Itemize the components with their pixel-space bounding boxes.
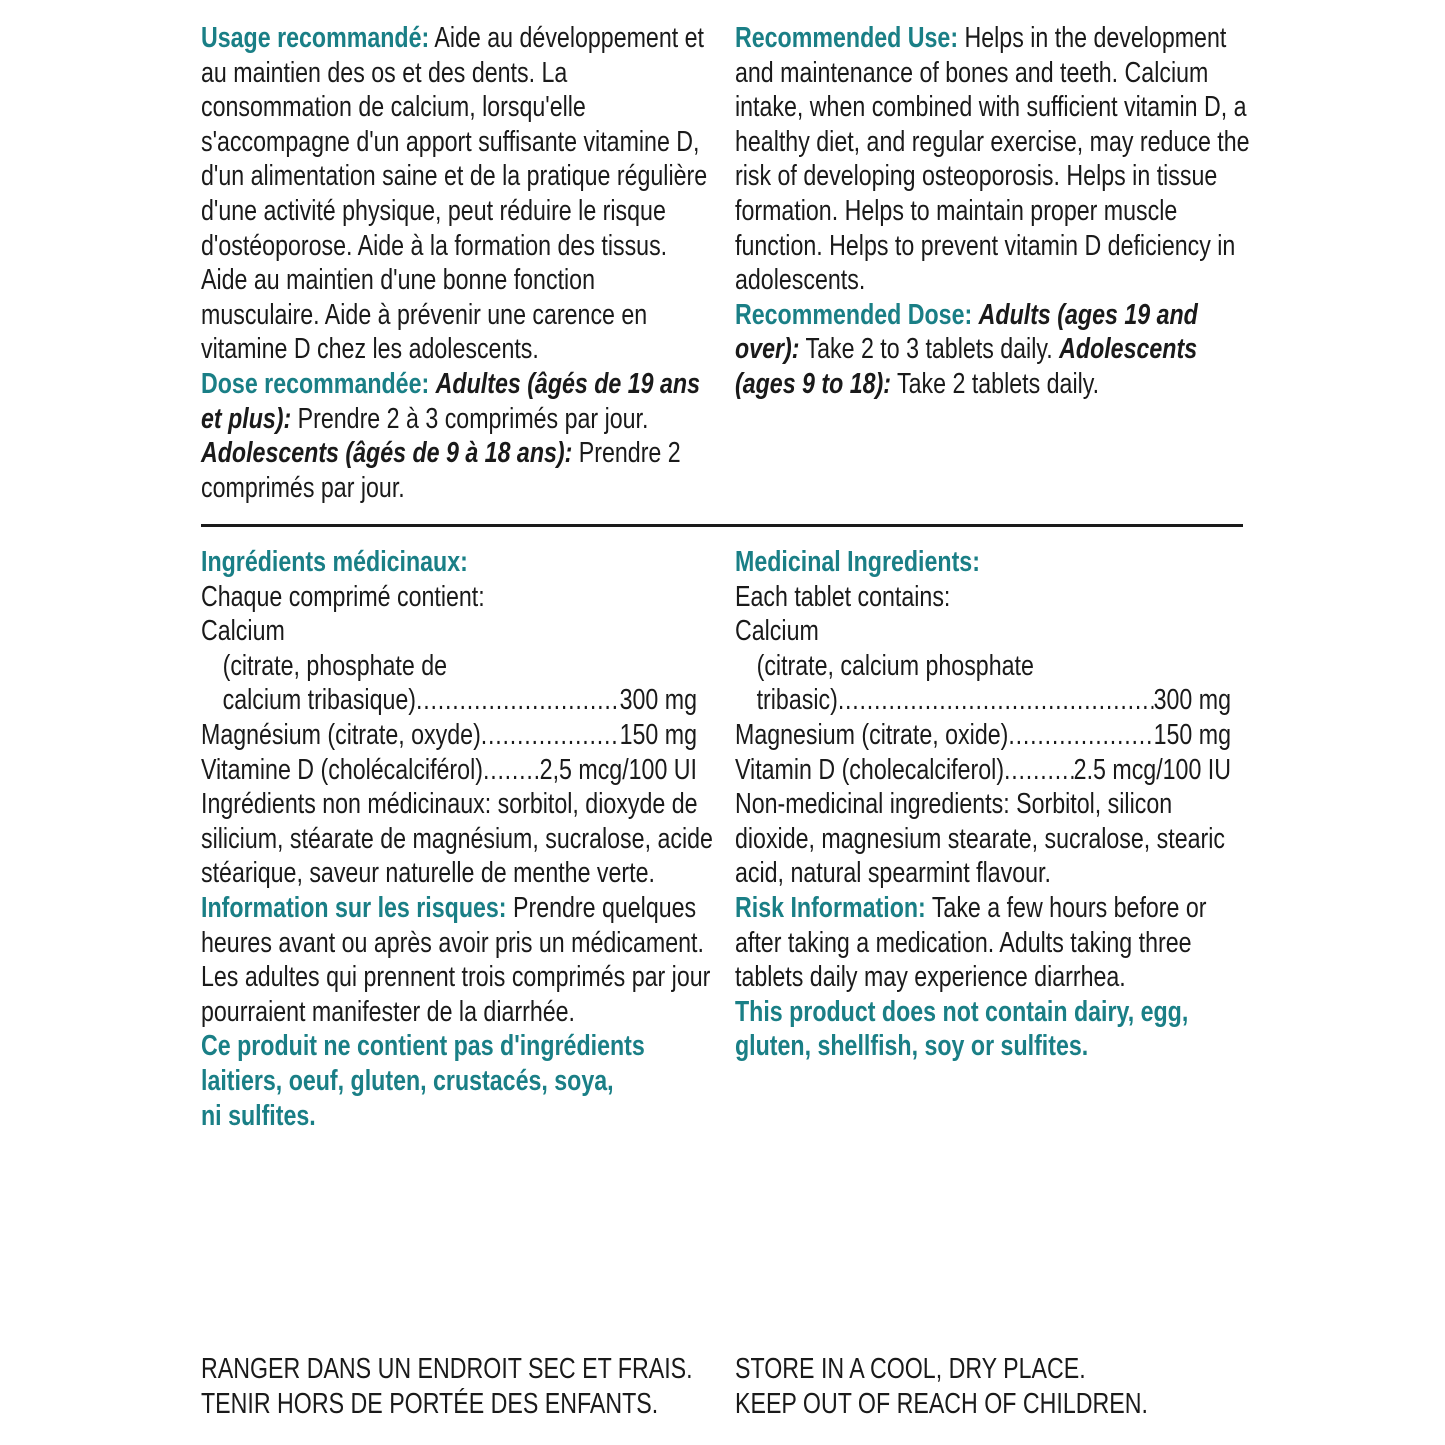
fr-calcium: Calcium bbox=[201, 615, 285, 648]
fr-dose-teens-label: Adolescents (âgés de 9 à 18 ans): bbox=[201, 437, 573, 470]
fr-storage-block bbox=[201, 1352, 713, 1421]
en-vitamin-d-amount: 2.5 mcg/100 IU bbox=[1073, 753, 1231, 786]
en-risk-info bbox=[735, 891, 1255, 995]
fr-magnesium-row bbox=[201, 718, 697, 753]
en-risk-text: Take a few hours before or after taking a medication. Adults taking three tablets daily may experience diarrhea. bbox=[735, 891, 1207, 994]
fr-usage-text: Aide au développement et au maintien des os et des dents. La consommation de calcium, lorsqu'elle s'accompagne d'un apport suffisante vitamine D, d'un alimentation saine et de la pratique régulière d'une activité physique, peut réduire le risque d'ostéoporose. Aide à la formation des tissus. Aide au maintien d'une bonne fonction musculaire. Aide à prévenir une carence en vitamine D chez les adolescents. bbox=[201, 22, 708, 366]
en-vitamin-d-row bbox=[735, 753, 1231, 788]
fr-storage-line-2: TENIR HORS DE PORTÉE DES ENFANTS. bbox=[201, 1387, 659, 1420]
en-non-medicinal: Non-medicinal ingredients: Sorbitol, silicon dioxide, magnesium stearate, sucralose, stearic acid, natural spearmint flavour. bbox=[735, 788, 1226, 890]
fr-dose-teens-text: Prendre 2 comprimés par jour. bbox=[201, 437, 681, 504]
fr-allergen-line-1: Ce produit ne contient pas d'ingrédients bbox=[201, 1030, 645, 1063]
section-divider bbox=[201, 524, 1243, 527]
fr-calcium-source: (citrate, phosphate de bbox=[222, 649, 448, 682]
en-allergen-line-1: This product does not contain dairy, egg, bbox=[735, 995, 1189, 1028]
en-calcium: Calcium bbox=[735, 615, 819, 648]
fr-calcium-amount: 300 mg bbox=[619, 684, 697, 717]
en-storage-block bbox=[735, 1352, 1255, 1421]
fr-usage-dose-block bbox=[201, 21, 713, 505]
fr-allergen-line-3: ni sulfites. bbox=[201, 1099, 316, 1132]
fr-calcium-row bbox=[223, 683, 697, 718]
en-calcium-source-2: tribasic) bbox=[756, 684, 838, 717]
en-dose-adults-label: Adults (ages 19 and over): bbox=[735, 298, 1198, 366]
fr-calcium-detail bbox=[201, 649, 713, 718]
leader-dots bbox=[481, 718, 620, 753]
en-vitamin-d: Vitamin D (cholecalciferol) bbox=[735, 753, 1005, 786]
fr-recommended-dose bbox=[201, 367, 713, 505]
en-each-tablet: Each tablet contains: bbox=[735, 580, 951, 613]
fr-risk-info bbox=[201, 891, 713, 1029]
en-usage-heading: Recommended Use: bbox=[735, 22, 959, 54]
en-magnesium-row bbox=[735, 718, 1231, 753]
en-storage-line-1: STORE IN A COOL, DRY PLACE. bbox=[735, 1353, 1086, 1385]
en-magnesium: Magnesium (citrate, oxide) bbox=[735, 718, 1009, 751]
fr-magnesium: Magnésium (citrate, oxyde) bbox=[201, 718, 481, 751]
leader-dots bbox=[838, 683, 1154, 718]
fr-recommended-use bbox=[201, 21, 713, 367]
fr-risk-text: Prendre quelques heures avant ou après avoir pris un médicament. Les adultes qui prennent trois comprimés par jour pourraient manifester de la diarrhée. bbox=[201, 891, 711, 1028]
leader-dots bbox=[1008, 718, 1153, 753]
fr-risk-heading: Information sur les risques: bbox=[201, 891, 507, 924]
fr-non-medicinal: Ingrédients non médicinaux: sorbitol, dioxyde de silicium, stéarate de magnésium, sucralose, acide stéarique, saveur naturelle de menthe verte. bbox=[201, 788, 713, 890]
en-calcium-row bbox=[757, 683, 1231, 718]
en-storage-line-2: KEEP OUT OF REACH OF CHILDREN. bbox=[735, 1387, 1148, 1420]
en-calcium-source: (citrate, calcium phosphate bbox=[756, 649, 1034, 682]
leader-dots bbox=[483, 753, 540, 788]
fr-vitamin-d-amount: 2,5 mcg/100 UI bbox=[539, 753, 697, 786]
en-calcium-amount: 300 mg bbox=[1153, 684, 1231, 717]
en-allergen-line-2: gluten, shellfish, soy or sulfites. bbox=[735, 1030, 1089, 1063]
en-risk-heading: Risk Information: bbox=[735, 891, 926, 924]
fr-ingredients-block bbox=[201, 545, 713, 1133]
en-usage-text: Helps in the development and maintenance of bones and teeth. Calcium intake, when combined with sufficient vitamin D, a healthy diet, and regular exercise, may reduce the risk of developing osteoporosis. Helps in tissue formation. Helps to maintain proper muscle function. Helps to prevent vitamin D deficiency in adolescents. bbox=[735, 22, 1250, 297]
en-dose-adults-text: Take 2 to 3 tablets daily. bbox=[805, 333, 1053, 366]
fr-storage-line-1: RANGER DANS UN ENDROIT SEC ET FRAIS. bbox=[201, 1353, 693, 1385]
fr-vitamin-d: Vitamine D (cholécalciférol) bbox=[201, 753, 483, 786]
en-dose-heading: Recommended Dose: bbox=[735, 298, 973, 331]
fr-ingredients-heading: Ingrédients médicinaux: bbox=[201, 546, 468, 578]
en-magnesium-amount: 150 mg bbox=[1153, 718, 1231, 751]
leader-dots bbox=[1004, 753, 1074, 788]
fr-allergen-line-2: laitiers, oeuf, gluten, crustacés, soya, bbox=[201, 1064, 614, 1097]
en-dose-teens-label: Adolescents (ages 9 to 18): bbox=[735, 333, 1198, 400]
en-recommended-use bbox=[735, 21, 1255, 298]
en-usage-dose-block bbox=[735, 21, 1255, 402]
leader-dots bbox=[416, 683, 620, 718]
en-calcium-detail bbox=[735, 649, 1255, 718]
en-recommended-dose bbox=[735, 298, 1255, 402]
en-dose-teens-text: Take 2 tablets daily. bbox=[897, 367, 1100, 400]
en-ingredients-heading: Medicinal Ingredients: bbox=[735, 546, 980, 578]
fr-dose-heading: Dose recommandée: bbox=[201, 367, 430, 400]
fr-usage-heading: Usage recommandé: bbox=[201, 22, 430, 54]
fr-each-tablet: Chaque comprimé contient: bbox=[201, 580, 485, 613]
fr-vitamin-d-row bbox=[201, 753, 697, 788]
fr-dose-adults-label: Adultes (âgés de 19 ans et plus): bbox=[201, 367, 700, 435]
fr-calcium-source-2: calcium tribasique) bbox=[222, 684, 417, 717]
fr-dose-adults-text: Prendre 2 à 3 comprimés par jour. bbox=[297, 402, 649, 435]
en-ingredients-block bbox=[735, 545, 1255, 1064]
fr-magnesium-amount: 150 mg bbox=[619, 718, 697, 751]
